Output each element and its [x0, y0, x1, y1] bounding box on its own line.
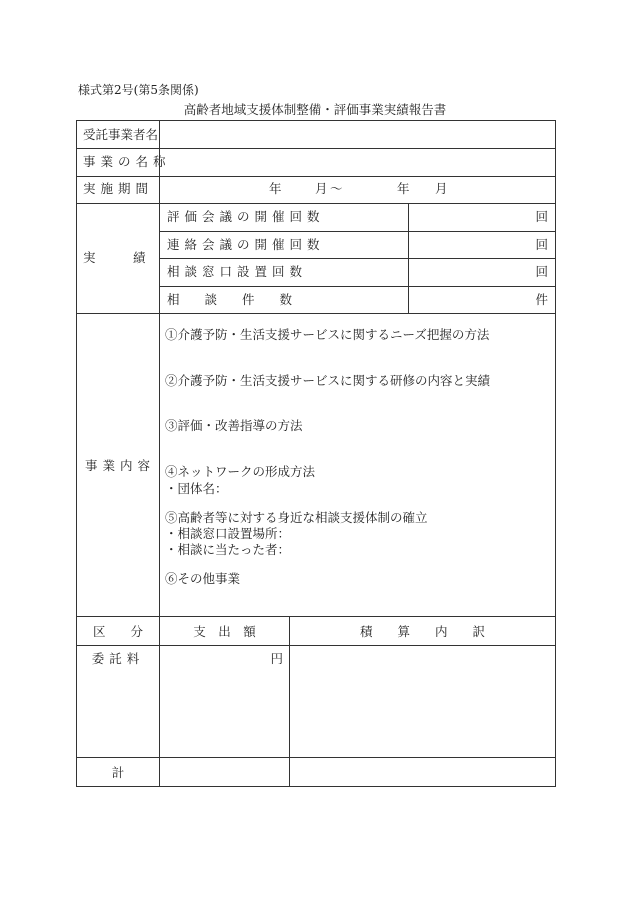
contractor-label: 受託事業者名 [83, 127, 159, 142]
amount-header: 支 出 額 [193, 624, 256, 639]
content-item-1: ①介護予防・生活支援サービスに関するニーズ把握の方法 [165, 327, 490, 342]
total-label: 計 [111, 765, 125, 780]
results-row-label: 連絡会議の開催回数 [167, 237, 325, 252]
consignment-label: 委託料 [91, 651, 145, 666]
row-divider [77, 757, 555, 758]
results-label: 実 績 [83, 250, 146, 265]
period-year-end: 年 [397, 181, 410, 196]
row-divider [77, 616, 555, 617]
form-number: 様式第2号(第5条関係) [78, 83, 199, 97]
row-divider [159, 231, 555, 232]
results-row-label: 相 談 件 数 [167, 292, 293, 307]
column-divider [289, 616, 290, 786]
content-label: 事業内容 [85, 458, 156, 473]
content-item-4-group-name: ・団体名： [165, 481, 228, 496]
row-divider [159, 258, 555, 259]
content-item-5-location: ・相談窓口設置場所： [165, 526, 291, 541]
column-divider [159, 121, 160, 786]
period-separator: 〜 [330, 181, 343, 196]
results-row-label: 評価会議の開催回数 [167, 209, 325, 224]
row-divider [77, 645, 555, 646]
period-label: 実施期間 [83, 181, 154, 196]
period-year-start: 年 [269, 181, 282, 196]
results-row-label: 相談窓口設置回数 [167, 264, 308, 279]
consignment-unit: 円 [270, 651, 283, 666]
content-item-4: ④ネットワークの形成方法 [165, 464, 316, 479]
content-item-2: ②介護予防・生活支援サービスに関する研修の内容と実績 [165, 373, 491, 388]
row-divider [77, 148, 555, 149]
project-name-label: 事業の名称 [83, 154, 171, 169]
period-month-end: 月 [435, 181, 448, 196]
contractor-field[interactable] [167, 128, 547, 142]
results-row-unit: 件 [535, 292, 548, 307]
content-item-5: ⑤高齢者等に対する身近な相談支援体制の確立 [165, 510, 428, 525]
content-item-6: ⑥その他事業 [165, 571, 241, 586]
content-item-5-staff: ・相談に当たった者： [165, 542, 291, 557]
document-title: 高齢者地域支援体制整備・評価事業実績報告書 [183, 102, 447, 117]
project-name-field[interactable] [167, 155, 547, 169]
row-divider [77, 176, 555, 177]
category-header: 区 分 [92, 624, 143, 639]
row-divider [77, 203, 555, 204]
period-month-start: 月 [315, 181, 328, 196]
results-row-unit: 回 [535, 209, 548, 224]
content-item-3: ③評価・改善指導の方法 [165, 418, 303, 433]
column-divider [408, 203, 409, 313]
results-row-unit: 回 [535, 264, 548, 279]
breakdown-header: 積 算 内 訳 [359, 624, 485, 639]
row-divider [77, 313, 555, 314]
report-table [76, 120, 556, 787]
results-row-unit: 回 [535, 237, 548, 252]
row-divider [159, 286, 555, 287]
